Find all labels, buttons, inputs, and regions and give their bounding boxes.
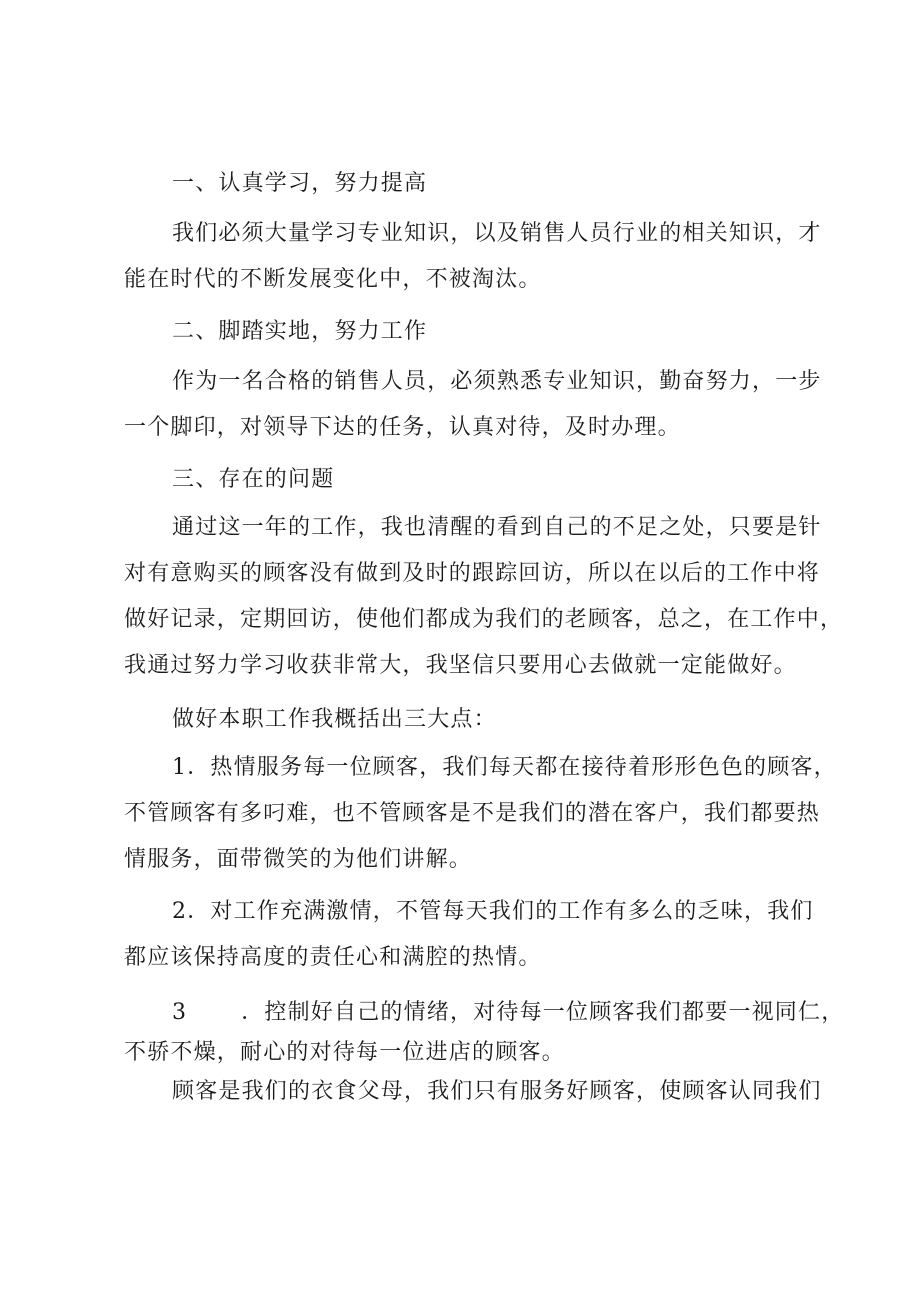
- paragraph-study: [124, 211, 824, 303]
- text-line: 做好本职工作我概括出三大点：: [172, 707, 497, 732]
- list-number: 3: [172, 1000, 188, 1025]
- text-line: 我通过努力学习收获非常大，我坚信只要用心去做就一定能做好。: [124, 653, 797, 678]
- text-line: 作为一名合格的销售人员，必须熟悉专业知识，勤奋努力，一步: [172, 369, 822, 394]
- section-heading-3: [124, 457, 824, 503]
- text-line: 顾客是我们的衣食父母，我们只有服务好顾客，使顾客认同我们: [172, 1079, 822, 1104]
- list-item-2: [124, 889, 824, 981]
- paragraph-problems: [124, 505, 844, 689]
- text-line: 通过这一年的工作，我也清醒的看到自己的不足之处，只要是针: [172, 515, 822, 540]
- paragraph-three-points-intro: [124, 697, 824, 743]
- text-line: 做好记录，定期回访，使他们都成为我们的老顾客，总之，在工作中，: [124, 607, 844, 632]
- text-line: 一个脚印，对领导下达的任务，认真对待，及时办理。: [124, 415, 681, 440]
- paragraph-customers: [124, 1069, 824, 1115]
- text-line: 不骄不燥，耐心的对待每一位进店的顾客。: [124, 1040, 565, 1065]
- list-item-text: ．控制好自己的情绪，对待每一位顾客我们都要一视同仁，: [241, 1000, 845, 1025]
- text-line: 1．热情服务每一位顾客，我们每天都在接待着形形色色的顾客，: [172, 755, 837, 780]
- list-item-1: [124, 745, 837, 883]
- text-line: [124, 993, 845, 1033]
- list-item-3: [124, 993, 845, 1073]
- text-line: 一、认真学习，努力提高: [172, 171, 428, 196]
- text-line: 二、脚踏实地，努力工作: [172, 319, 428, 344]
- text-line: 三、存在的问题: [172, 467, 335, 492]
- section-heading-2: [124, 309, 824, 355]
- section-heading-1: [124, 161, 824, 207]
- text-line: 我们必须大量学习专业知识，以及销售人员行业的相关知识，才: [172, 221, 822, 246]
- text-line: 不管顾客有多叼难，也不管顾客是不是我们的潜在客户，我们都要热: [124, 801, 821, 826]
- text-line: 2．对工作充满激情，不管每天我们的工作有多么的乏味，我们: [172, 899, 814, 924]
- paragraph-work: [124, 359, 824, 451]
- text-line: 能在时代的不断发展变化中，不被淘汰。: [124, 267, 542, 292]
- text-line: 情服务，面带微笑的为他们讲解。: [124, 847, 473, 872]
- text-line: 对有意购买的顾客没有做到及时的跟踪回访，所以在以后的工作中将: [124, 561, 821, 586]
- text-line: 都应该保持高度的责任心和满腔的热情。: [124, 945, 542, 970]
